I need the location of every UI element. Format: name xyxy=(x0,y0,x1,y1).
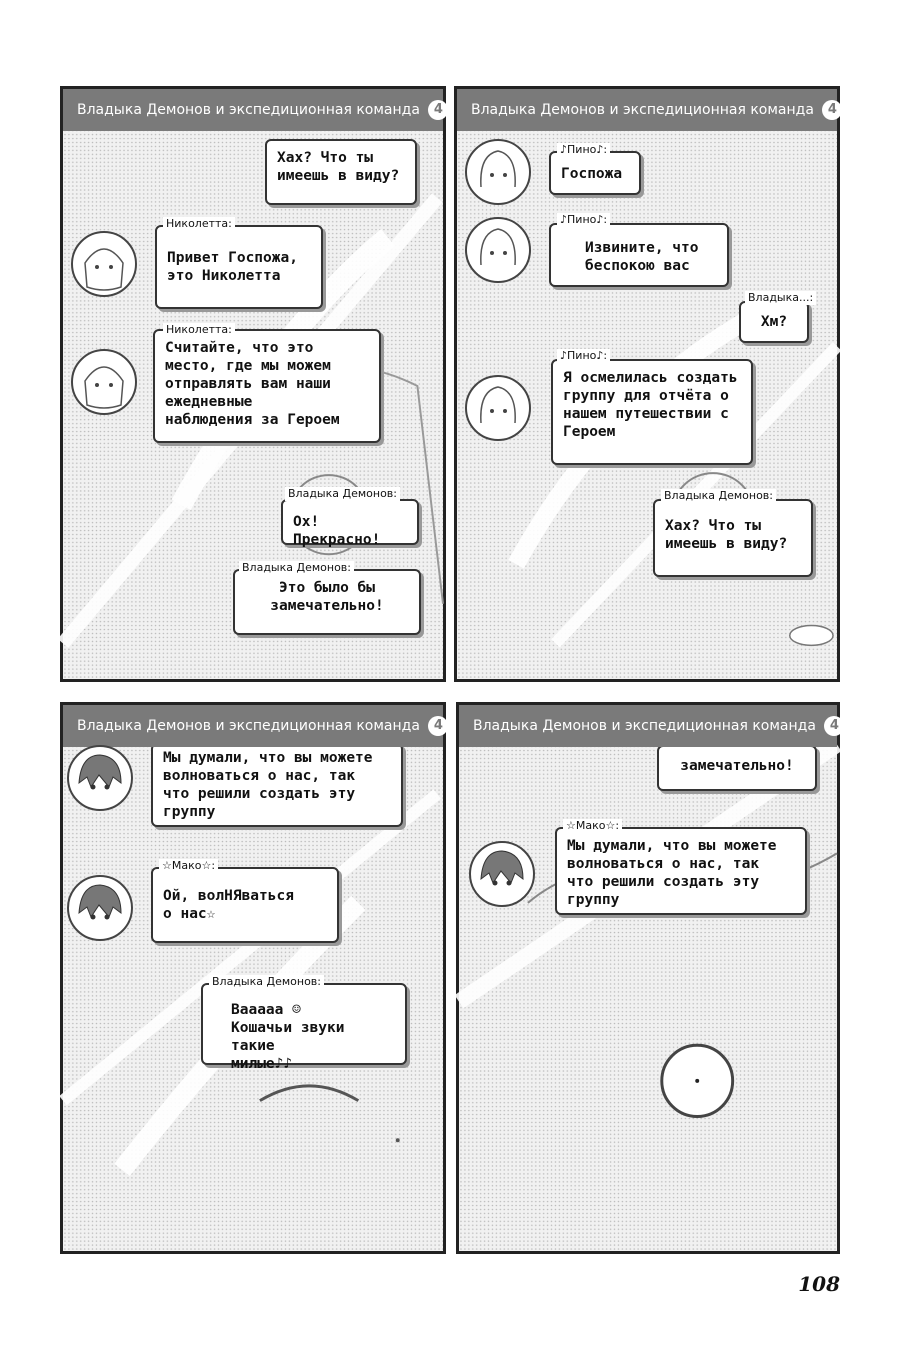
sender-label: Владыка Демонов: xyxy=(661,489,776,503)
chat-bubble: Хм? xyxy=(739,301,809,343)
avatar-nicoletta xyxy=(71,231,137,297)
chat-bubble: Извините, что беспокою вас xyxy=(549,223,729,287)
manga-panel-4 xyxy=(456,702,840,1254)
sender-label: ♪Пино♪: xyxy=(557,143,610,157)
chapter-number-badge: 4 xyxy=(822,100,842,120)
sender-label: Николетта: xyxy=(163,323,235,337)
avatar-mako xyxy=(67,875,133,941)
chapter-number-badge: 4 xyxy=(428,100,448,120)
avatar-pino xyxy=(465,217,531,283)
panel-title-bar xyxy=(459,705,837,747)
sender-label: ☆Мако☆: xyxy=(563,819,622,833)
sender-label: ☆Мако☆: xyxy=(159,859,218,873)
panel-title: Владыка Демонов и экспедиционная команда xyxy=(77,102,420,118)
manga-panel-1 xyxy=(60,86,446,682)
chat-bubble: Мы думали, что вы можете волноваться о нас, так что решили создать эту группу xyxy=(151,743,403,827)
sender-label: ♪Пино♪: xyxy=(557,349,610,363)
chat-bubble: Хах? Что ты имеешь в виду? xyxy=(265,139,417,205)
chat-bubble: Привет Госпожа, это Николетта xyxy=(155,225,323,309)
sender-label: Владыка Демонов: xyxy=(285,487,400,501)
sender-label: Владыка Демонов: xyxy=(209,975,324,989)
chat-bubble: Это было бы замечательно! xyxy=(233,569,421,635)
manga-panel-3 xyxy=(60,702,446,1254)
chat-bubble: Ох! Прекрасно! xyxy=(281,499,419,545)
chapter-number-badge: 4 xyxy=(824,716,844,736)
chat-bubble: Ой, волНЯваться о нас☆ xyxy=(151,867,339,943)
manga-panel-2 xyxy=(454,86,840,682)
sender-label: ♪Пино♪: xyxy=(557,213,610,227)
chat-bubble: Я осмелилась создать группу для отчёта о нашем путешествии с Героем xyxy=(551,359,753,465)
chapter-number-badge: 4 xyxy=(428,716,448,736)
avatar-mako xyxy=(67,745,133,811)
chat-bubble: Вааааа ☺ Кошачьи звуки такие милые♪♪ xyxy=(201,983,407,1065)
avatar-pino xyxy=(465,139,531,205)
panel-title: Владыка Демонов и экспедиционная команда xyxy=(77,718,420,734)
sender-label: Владыка Демонов: xyxy=(239,561,354,575)
avatar-mako xyxy=(469,841,535,907)
chat-bubble: Хах? Что ты имеешь в виду? xyxy=(653,499,813,577)
chat-bubble: замечательно! xyxy=(657,745,817,791)
panel-title-bar xyxy=(63,89,443,131)
sender-label: Владыка...: xyxy=(745,291,816,305)
panel-title: Владыка Демонов и экспедиционная команда xyxy=(471,102,814,118)
chat-bubble: Госпожа xyxy=(549,151,641,195)
sender-label: Николетта: xyxy=(163,217,235,231)
avatar-nicoletta xyxy=(71,349,137,415)
chat-bubble: Мы думали, что вы можете волноваться о нас, так что решили создать эту группу xyxy=(555,827,807,915)
avatar-pino xyxy=(465,375,531,441)
panel-title-bar xyxy=(457,89,837,131)
page-number: 108 xyxy=(798,1272,840,1296)
panel-title: Владыка Демонов и экспедиционная команда xyxy=(473,718,816,734)
chat-bubble: Считайте, что это место, где мы можем отправлять вам наши ежедневные наблюдения за Героем xyxy=(153,329,381,443)
panel-title-bar xyxy=(63,705,443,747)
